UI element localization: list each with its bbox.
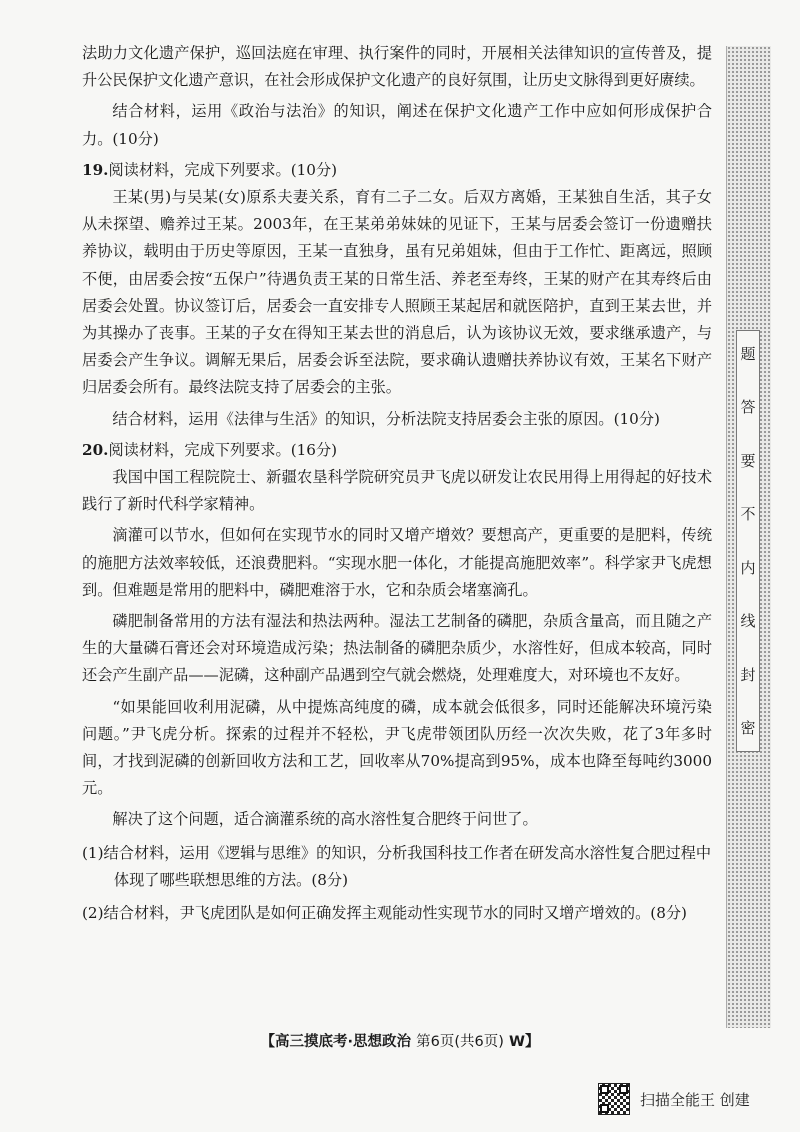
q20-paragraph-4: “如果能回收利用泥磷，从中提炼高纯度的磷，成本就会低很多，同时还能解决环境污染问题。”尹飞虎分析。探索的过程并不轻松，尹飞虎带领团队历经一次次失败，花了3年多时间，才找到泥磷的创新回收方法和工艺，回收率从70%提高到95%，成本也降至每吨约3000元。 (82, 697, 712, 798)
q20-paragraph-1: 我国中国工程院院士、新疆农垦科学院研究员尹飞虎以研发让农民用得上用得起的好技术践行了新时代科学家精神。 (82, 468, 712, 514)
q20-stem (82, 437, 712, 464)
footer-code: W】 (508, 1034, 540, 1050)
footer-page-number: 第6页(共6页) (416, 1034, 504, 1050)
q20-number: 20. (82, 440, 109, 459)
binding-char: 封 (740, 665, 756, 684)
page-content (82, 40, 712, 927)
binding-char: 内 (740, 558, 756, 577)
q20-sub-question-1: (1)结合材料，运用《逻辑与思维》的知识，分析我国科技工作者在研发高水溶性复合肥过程中体现了哪些联想思维的方法。(8分) (82, 843, 712, 889)
binding-char: 答 (740, 398, 756, 417)
q19-material: 王某(男)与吴某(女)原系夫妻关系，育有二子二女。后双方离婚，王某独自生活，其子女从未探望、赡养过王某。2003年，在王某弟弟妹妹的见证下，王某与居委会签订一份遗赠扶养协议，载明由于历史等原因，王某一直独身，虽有兄弟姐妹，但由于工作忙、距离远，照顾不便，由居委会按“五保户”待遇负责王某的日常生活、养老至寿终，王某的财产在其寿终后由居委会处置。协议签订后，居委会一直安排专人照顾王某起居和就医陪护，直到王某去世，并为其操办了丧事。王某的子女在得知王某去世的消息后，认为该协议无效，要求继承遗产，与居委会产生争议。调解无果后，居委会诉至法院，要求确认遗赠扶养协议有效，王某名下财产归居委会所有。最终法院支持了居委会的主张。 (82, 188, 712, 397)
binding-char: 密 (740, 718, 756, 737)
binding-warning-box (736, 330, 760, 752)
q18-task: 结合材料，运用《政治与法治》的知识，阐述在保护文化遗产工作中应如何形成保护合力。(10分) (82, 102, 712, 148)
qr-code-icon (598, 1083, 630, 1115)
binding-char: 要 (740, 451, 756, 470)
binding-char: 不 (740, 505, 756, 524)
q19-task: 结合材料，运用《法律与生活》的知识，分析法院支持居委会主张的原因。(10分) (112, 409, 660, 428)
intro-paragraph: 法助力文化遗产保护，巡回法庭在审理、执行案件的同时，开展相关法律知识的宣传普及，提升公民保护文化遗产意识，在社会形成保护文化遗产的良好氛围，让历史文脉得到更好赓续。 (82, 44, 712, 90)
q20-sub-question-2: (2)结合材料，尹飞虎团队是如何正确发挥主观能动性实现节水的同时又增产增效的。(8分) (82, 904, 687, 923)
q19-number: 19. (82, 160, 109, 179)
binding-char: 线 (740, 612, 756, 631)
q19-stem-text: 阅读材料，完成下列要求。(10分) (108, 160, 338, 179)
scanner-label: 扫描全能王 创建 (640, 1090, 750, 1109)
q20-paragraph-5: 解决了这个问题，适合滴灌系统的高水溶性复合肥终于问世了。 (112, 810, 538, 829)
scanner-watermark (598, 1082, 750, 1116)
q20-paragraph-2: 滴灌可以节水，但如何在实现节水的同时又增产增效？要想高产，更重要的是肥料，传统的施肥方法效率较低，还浪费肥料。“实现水肥一体化，才能提高施肥效率”。科学家尹飞虎想到。但难题是常用的肥料中，磷肥难溶于水，它和杂质会堵塞滴孔。 (82, 526, 712, 599)
page-footer (0, 1030, 800, 1051)
binding-char: 题 (740, 345, 756, 363)
q20-paragraph-3: 磷肥制备常用的方法有湿法和热法两种。湿法工艺制备的磷肥，杂质含量高，而且随之产生的大量磷石膏还会对环境造成污染；热法制备的磷肥杂质少，水溶性好，但成本较高，同时还会产生副产品——泥磷，这种副产品遇到空气就会燃烧，处理难度大，对环境也不友好。 (82, 612, 712, 685)
q19-stem (82, 157, 712, 184)
q20-stem-text: 阅读材料，完成下列要求。(16分) (108, 440, 338, 459)
footer-exam-title: 【高三摸底考·思想政治 (260, 1034, 412, 1050)
